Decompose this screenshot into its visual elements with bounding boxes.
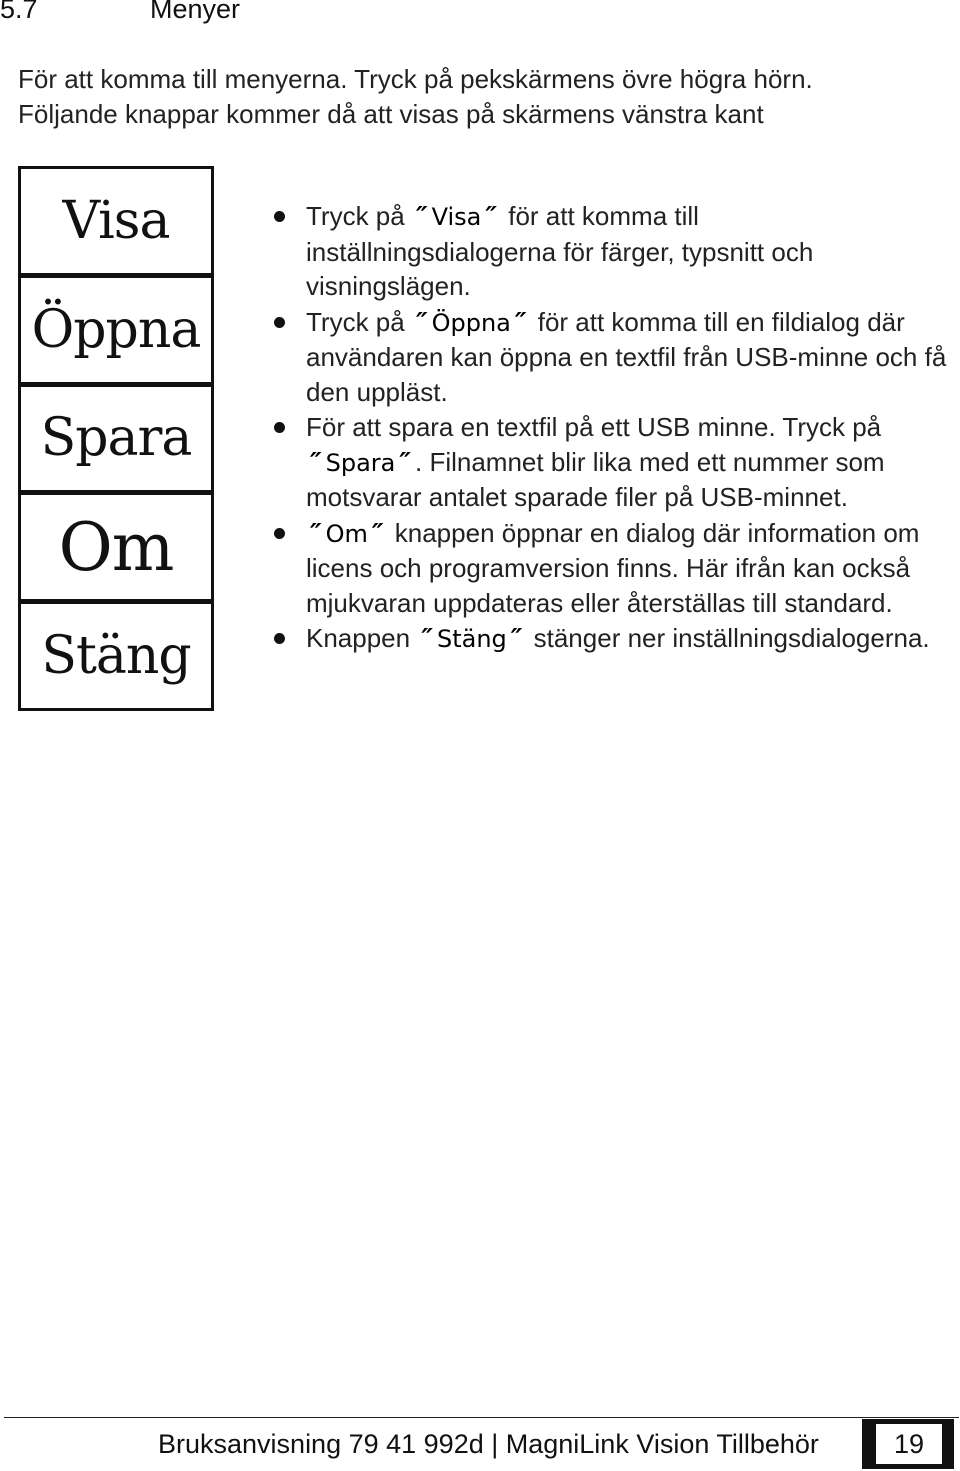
bullet-pre: Tryck på xyxy=(306,201,405,231)
page-number: 19 xyxy=(876,1424,942,1464)
intro-text xyxy=(18,62,938,132)
list-item: ″ Om ″ knappen öppnar en dialog där information om licens och programversion finns. Här ifrån kan också mjukvaran uppdateras eller återställas till standard. xyxy=(272,516,952,621)
bullet-post: knappen öppnar en dialog där information om licens och programversion finns. Här ifrån kan också mjukvaran uppdateras eller återställas till standard. xyxy=(306,517,920,618)
bullet-icon xyxy=(274,317,285,328)
menu-buttons-illustration xyxy=(18,166,214,711)
bullet-pre: För att spara en textfil på ett USB minne. Tryck på xyxy=(306,412,882,442)
section-title: Menyer xyxy=(150,0,241,24)
page-number-box xyxy=(862,1419,954,1469)
menu-button-om[interactable]: Om xyxy=(21,495,211,599)
bullet-post: för att komma till en fildialog där användaren kan öppna en textfil från USB-minne och få den uppläst. xyxy=(306,306,947,407)
bullet-pre: Tryck på xyxy=(306,306,405,337)
bullet-post: för att komma till inställningsdialogerna för färger, typsnitt och visningslägen. xyxy=(306,201,814,301)
bullet-icon xyxy=(274,422,285,433)
bullet-keyword: Stäng xyxy=(436,625,507,653)
bullet-keyword: Öppna xyxy=(431,308,511,337)
list-item: För att spara en textfil på ett USB minne. Tryck på ″ Spara ″ . Filnamnet blir lika med ett nummer som motsvarar antalet sparade filer på USB-minnet. xyxy=(272,410,952,515)
bullet-post: stänger ner inställningsdialogerna. xyxy=(533,623,930,653)
list-item: Tryck på ″ Öppna ″ för att komma till en fildialog där användaren kan öppna en textfil från USB-minne och få den uppläst. xyxy=(272,305,952,410)
menu-button-visa[interactable]: Visa xyxy=(21,169,211,273)
bullet-icon xyxy=(274,528,285,539)
list-item: Knappen ″ Stäng ″ stänger ner inställningsdialogerna. xyxy=(272,621,952,657)
bullet-icon xyxy=(274,211,285,222)
menu-button-oppna[interactable]: Öppna xyxy=(21,278,211,382)
intro-line: Följande knappar kommer då att visas på skärmens vänstra kant xyxy=(18,99,764,129)
bullet-keyword: Spara xyxy=(325,448,396,477)
bullet-keyword: Visa xyxy=(431,203,482,231)
section-number: 5.7 xyxy=(0,0,38,24)
menu-button-stang[interactable]: Stäng xyxy=(21,604,211,708)
bullet-post: . Filnamnet blir lika med ett nummer som motsvarar antalet sparade filer på USB-minnet. xyxy=(306,446,885,512)
bullet-keyword: Om xyxy=(325,519,368,548)
intro-line: För att komma till menyerna. Tryck på pekskärmens övre högra hörn. xyxy=(18,64,813,94)
footer-divider xyxy=(4,1417,959,1418)
footer-text: Bruksanvisning 79 41 992d | MagniLink Vision Tillbehör xyxy=(158,1429,819,1459)
menu-button-spara[interactable]: Spara xyxy=(21,387,211,491)
bullet-icon xyxy=(274,633,285,644)
list-item: Tryck på ″ Visa ″ för att komma till inställningsdialogerna för färger, typsnitt och visningslägen. xyxy=(272,199,952,304)
menu-description-list xyxy=(272,199,952,658)
bullet-pre: Knappen xyxy=(306,623,411,653)
